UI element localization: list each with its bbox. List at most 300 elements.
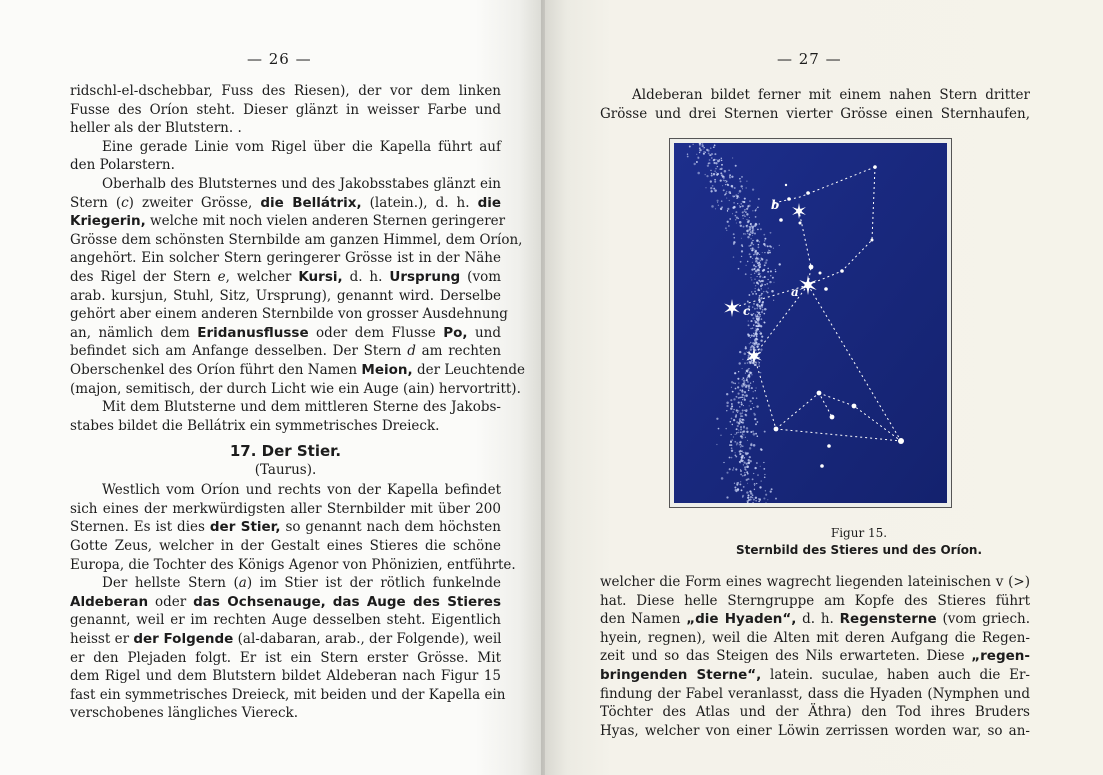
milky-way-dot: [760, 449, 762, 451]
milky-way-dot: [770, 275, 771, 276]
star: [817, 391, 822, 396]
milky-way-dot: [740, 397, 741, 398]
milky-way-dot: [699, 152, 700, 153]
page-number: — 26 —: [247, 50, 312, 68]
milky-way-dot: [742, 246, 744, 248]
bold-term: Ursprung: [389, 268, 461, 285]
bold-term: Po,: [443, 324, 468, 341]
milky-way-dot: [775, 498, 777, 500]
milky-way-dot: [747, 440, 748, 441]
milky-way-dot: [693, 144, 694, 145]
milky-way-dot: [703, 151, 704, 152]
milky-way-dot: [741, 437, 743, 439]
milky-way-dot: [760, 297, 762, 299]
milky-way-dot: [736, 396, 738, 398]
milky-way-dot: [769, 252, 771, 254]
milky-way-dot: [718, 428, 720, 430]
milky-way-dot: [739, 444, 740, 445]
milky-way-dot: [758, 498, 759, 499]
milky-way-dot: [748, 324, 750, 326]
milky-way-dot: [741, 250, 743, 252]
star: [779, 218, 783, 222]
milky-way-dot: [739, 418, 741, 420]
milky-way-dot: [744, 468, 746, 470]
milky-way-dot: [736, 444, 737, 445]
milky-way-dot: [711, 174, 713, 176]
milky-way-dot: [753, 343, 755, 345]
milky-way-dot: [752, 293, 754, 295]
milky-way-dot: [734, 187, 736, 189]
text-line: Gotte Zeus, welcher in der Gestalt eines Stieres die schöne: [70, 538, 501, 555]
text-run: an, nämlich dem: [70, 324, 190, 341]
milky-way-dot: [742, 368, 743, 369]
milky-way-dot: [752, 240, 753, 241]
milky-way-dot: [754, 339, 757, 342]
star-core: [796, 208, 802, 214]
milky-way-dot: [779, 245, 780, 246]
milky-way-dot: [741, 429, 742, 430]
milky-way-dot: [751, 249, 753, 251]
milky-way-dot: [746, 225, 748, 227]
milky-way-dot: [747, 207, 749, 209]
text-run: und: [474, 324, 502, 341]
milky-way-dot: [764, 252, 765, 253]
milky-way-dot: [740, 473, 742, 475]
milky-way-dot: [732, 391, 734, 393]
milky-way-dot: [743, 426, 745, 428]
milky-way-dot: [710, 148, 711, 149]
milky-way-dot: [755, 321, 757, 323]
milky-way-dot: [721, 158, 722, 159]
milky-way-dot: [740, 225, 742, 227]
text-line: [70, 342, 501, 361]
text-run: d. h.: [349, 268, 383, 285]
figure-title: Sternbild des Stieres und des Oríon.: [735, 543, 983, 557]
bold-term: die: [477, 194, 502, 211]
milky-way-dot: [763, 234, 765, 236]
text-line: [70, 268, 501, 287]
milky-way-dot: [743, 486, 745, 488]
milky-way-dot: [725, 180, 726, 181]
milky-way-dot: [753, 303, 755, 305]
milky-way-dot: [770, 270, 772, 272]
milky-way-dot: [764, 313, 766, 315]
milky-way-dot: [723, 178, 724, 179]
milky-way-dot: [752, 210, 753, 211]
milky-way-dot: [724, 176, 725, 177]
milky-way-dot: [734, 196, 735, 197]
milky-way-dot: [759, 223, 760, 224]
milky-way-dot: [765, 490, 766, 491]
milky-way-dot: [740, 459, 742, 461]
milky-way-dot: [745, 187, 746, 188]
milky-way-dot: [762, 277, 764, 279]
text-line: den Polarstern.: [70, 157, 175, 174]
milky-way-dot: [745, 233, 746, 234]
milky-way-dot: [750, 349, 752, 351]
milky-way-dot: [756, 462, 758, 464]
milky-way-dot: [743, 434, 744, 435]
milky-way-dot: [755, 260, 758, 263]
star: [806, 191, 810, 195]
milky-way-dot: [749, 245, 750, 246]
milky-way-dot: [717, 202, 718, 203]
milky-way-dot: [761, 293, 763, 295]
milky-way-dot: [738, 410, 740, 412]
milky-way-dot: [754, 489, 755, 490]
milky-way-dot: [699, 147, 701, 149]
milky-way-dot: [713, 146, 715, 148]
text-line: Grösse und drei Sternen vierter Grösse einen Sternhaufen,: [600, 105, 1030, 122]
milky-way-dot: [729, 457, 731, 459]
milky-way-dot: [743, 464, 744, 465]
milky-way-dot: [759, 301, 761, 303]
milky-way-dot: [753, 334, 755, 336]
milky-way-dot: [739, 190, 742, 193]
text-run: Stern (: [70, 194, 122, 211]
milky-way-dot: [716, 418, 718, 420]
milky-way-dot: [753, 381, 754, 382]
milky-way-dot: [748, 462, 751, 465]
milky-way-dot: [706, 175, 708, 177]
constellation-figure: [669, 138, 952, 508]
milky-way-dot: [754, 279, 755, 280]
milky-way-dot: [724, 194, 725, 195]
milky-way-dot: [741, 238, 742, 239]
milky-way-dot: [740, 415, 742, 417]
milky-way-dot: [751, 268, 753, 270]
milky-way-dot: [748, 386, 749, 387]
milky-way-dot: [749, 405, 750, 406]
milky-way-dot: [741, 176, 743, 178]
star: [774, 427, 779, 432]
milky-way-dot: [737, 378, 739, 380]
milky-way-dot: [714, 189, 717, 192]
milky-way-dot: [736, 432, 737, 433]
star: [827, 444, 831, 448]
text-line: gehört aber einem anderen Sternbilde von grosser Ausdehnung: [70, 306, 508, 323]
milky-way-dot: [733, 233, 735, 235]
milky-way-dot: [768, 250, 769, 251]
milky-way-dot: [729, 200, 730, 201]
milky-way-dot: [725, 428, 726, 429]
bold-term: Eridanusflusse: [197, 324, 309, 341]
milky-way-dot: [728, 191, 731, 194]
milky-way-dot: [750, 408, 752, 410]
text-run: (vom: [467, 268, 501, 285]
milky-way-dot: [757, 289, 759, 291]
right-page: [545, 0, 1103, 775]
milky-way-dot: [729, 218, 731, 220]
milky-way-dot: [746, 491, 748, 493]
star: [824, 287, 828, 291]
milky-way-dot: [705, 152, 706, 153]
milky-way-dot: [737, 412, 738, 413]
milky-way-dot: [745, 453, 748, 456]
text-run: den Namen: [600, 611, 681, 628]
milky-way-dot: [709, 154, 711, 156]
milky-way-dot: [746, 379, 748, 381]
milky-way-dot: [767, 279, 768, 280]
milky-way-dot: [757, 474, 759, 476]
milky-way-dot: [737, 425, 739, 427]
milky-way-dot: [746, 465, 749, 468]
milky-way-dot: [717, 173, 719, 175]
text-run: so genannt nach dem höchsten: [285, 519, 501, 536]
milky-way-dot: [748, 320, 749, 321]
milky-way-dot: [740, 180, 742, 182]
milky-way-dot: [742, 205, 744, 207]
bold-term: „regen-: [971, 648, 1031, 665]
milky-way-dot: [758, 265, 759, 266]
milky-way-dot: [741, 185, 743, 187]
milky-way-dot: [740, 206, 741, 207]
milky-way-dot: [712, 185, 714, 187]
milky-way-dot: [757, 283, 759, 285]
milky-way-dot: [742, 394, 744, 396]
milky-way-dot: [726, 191, 727, 192]
milky-way-dot: [731, 447, 733, 449]
text-line: [600, 573, 1030, 592]
milky-way-dot: [687, 156, 689, 158]
milky-way-dot: [730, 407, 732, 409]
milky-way-dot: [753, 244, 754, 245]
star: [820, 464, 824, 468]
milky-way-dot: [762, 280, 764, 282]
milky-way-dot: [749, 456, 751, 458]
milky-way-dot: [757, 320, 759, 322]
milky-way-dot: [756, 252, 758, 254]
milky-way-dot: [713, 173, 715, 175]
bold-term: Aldeberan: [70, 593, 149, 610]
milky-way-dot: [756, 397, 758, 399]
milky-way-dot: [721, 160, 723, 162]
milky-way-dot: [746, 463, 748, 465]
milky-way-dot: [769, 250, 770, 251]
milky-way-dot: [711, 173, 712, 174]
text-run: welche mit noch vielen anderen Sternen geringerer: [150, 213, 506, 230]
milky-way-dot: [739, 406, 740, 407]
milky-way-dot: [759, 241, 760, 242]
milky-way-dot: [757, 347, 758, 348]
milky-way-dot: [767, 245, 769, 247]
text-run: (latein.), d. h.: [369, 194, 470, 211]
milky-way-dot: [748, 205, 750, 207]
star: [809, 265, 814, 270]
milky-way-dot: [749, 226, 750, 227]
milky-way-dot: [752, 262, 753, 263]
milky-way-dot: [731, 405, 733, 407]
milky-way-dot: [750, 337, 751, 338]
milky-way-dot: [745, 414, 747, 416]
milky-way-dot: [720, 435, 721, 436]
milky-way-dot: [731, 434, 732, 435]
milky-way-dot: [749, 377, 750, 378]
milky-way-dot: [753, 247, 754, 248]
milky-way-dot: [744, 214, 745, 215]
milky-way-dot: [751, 274, 752, 275]
milky-way-dot: [709, 159, 711, 161]
milky-way-dot: [701, 143, 703, 145]
milky-way-dot: [750, 382, 751, 383]
milky-way-dot: [715, 162, 717, 164]
milky-way-dot: [753, 398, 754, 399]
milky-way-dot: [745, 394, 748, 397]
milky-way-dot: [748, 390, 750, 392]
milky-way-dot: [749, 355, 750, 356]
milky-way-dot: [744, 211, 745, 212]
milky-way-dot: [762, 259, 763, 260]
milky-way-dot: [761, 333, 762, 334]
milky-way-dot: [737, 386, 739, 388]
milky-way-dot: [759, 295, 761, 297]
milky-way-dot: [733, 398, 735, 400]
milky-way-dot: [756, 318, 757, 319]
milky-way-dot: [724, 170, 727, 173]
milky-way-dot: [753, 444, 756, 447]
milky-way-dot: [754, 467, 756, 469]
milky-way-dot: [764, 238, 766, 240]
milky-way-dot: [754, 249, 755, 250]
milky-way-dot: [735, 414, 737, 416]
milky-way-dot: [740, 462, 741, 463]
page-number: — 27 —: [777, 50, 842, 68]
milky-way-dot: [699, 145, 701, 147]
milky-way-dot: [760, 260, 762, 262]
milky-way-dot: [753, 313, 754, 314]
milky-way-dot: [733, 436, 734, 437]
section-subheading: (Taurus).: [254, 462, 317, 479]
text-line: [600, 610, 1030, 629]
milky-way-dot: [739, 483, 741, 485]
text-line: angehört. Ein solcher Stern geringerer Grösse ist in der Nähe: [70, 250, 501, 267]
text-line: sich eines der merkwürdigsten aller Sternbilder mit über 200: [70, 500, 501, 517]
milky-way-dot: [725, 227, 727, 229]
milky-way-dot: [733, 409, 734, 410]
text-line: [600, 666, 1030, 685]
milky-way-dot: [754, 273, 755, 274]
milky-way-dot: [758, 364, 759, 365]
bold-term: der Stier,: [209, 519, 281, 536]
milky-way-dot: [755, 285, 756, 286]
milky-way-dot: [731, 450, 733, 452]
milky-way-dot: [757, 229, 759, 231]
milky-way-dot: [746, 385, 747, 386]
milky-way-dot: [759, 325, 761, 327]
milky-way-dot: [720, 172, 722, 174]
milky-way-dot: [751, 374, 752, 375]
milky-way-dot: [755, 288, 756, 289]
milky-way-dot: [765, 494, 767, 496]
milky-way-dot: [739, 420, 741, 422]
milky-way-dot: [745, 373, 746, 374]
milky-way-dot: [756, 483, 757, 484]
milky-way-dot: [742, 446, 743, 447]
text-run: ) im Stier ist der rötlich funkelnde: [246, 575, 501, 592]
milky-way-dot: [758, 365, 760, 367]
milky-way-dot: [736, 491, 738, 493]
milky-way-dot: [755, 390, 756, 391]
milky-way-dot: [748, 294, 750, 296]
milky-way-dot: [767, 271, 769, 273]
milky-way-dot: [755, 364, 757, 366]
milky-way-dot: [727, 184, 729, 186]
milky-way-dot: [741, 389, 743, 391]
text-run: zeit und so das Steigen des Nils erwarteten. Diese: [600, 648, 965, 665]
milky-way-dot: [764, 245, 766, 247]
milky-way-dot: [742, 397, 743, 398]
star: [852, 404, 857, 409]
milky-way-dot: [753, 264, 755, 266]
milky-way-dot: [743, 457, 745, 459]
milky-way-dot: [731, 457, 733, 459]
milky-way-dot: [726, 472, 728, 474]
milky-way-dot: [738, 393, 740, 395]
milky-way-dot: [736, 442, 738, 444]
milky-way-dot: [736, 222, 737, 223]
milky-way-dot: [769, 245, 771, 247]
milky-way-dot: [766, 291, 768, 293]
milky-way-dot: [746, 181, 747, 182]
text-line: [70, 194, 501, 213]
text-line: [70, 212, 506, 231]
milky-way-dot: [714, 179, 716, 181]
star-map-illustration: [674, 143, 947, 503]
star: [799, 222, 802, 225]
milky-way-dot: [739, 351, 741, 353]
milky-way-dot: [765, 261, 768, 264]
milky-way-dot: [760, 340, 762, 342]
milky-way-dot: [743, 382, 745, 384]
text-run: d: [407, 343, 416, 360]
milky-way-dot: [711, 205, 714, 208]
milky-way-dot: [744, 397, 745, 398]
milky-way-dot: [735, 468, 737, 470]
milky-way-dot: [739, 389, 741, 391]
milky-way-dot: [726, 230, 727, 231]
milky-way-dot: [736, 198, 737, 199]
milky-way-dot: [738, 398, 739, 399]
milky-way-dot: [742, 399, 743, 400]
milky-way-dot: [763, 462, 764, 463]
milky-way-dot: [714, 153, 716, 155]
milky-way-dot: [729, 468, 731, 470]
milky-way-dot: [750, 277, 751, 278]
figure-number: Figur 15.: [830, 526, 888, 540]
milky-way-dot: [752, 478, 754, 480]
milky-way-dot: [743, 475, 745, 477]
milky-way-dot: [764, 308, 767, 311]
milky-way-dot: [760, 466, 761, 467]
milky-way-dot: [753, 499, 755, 501]
milky-way-dot: [758, 361, 759, 362]
milky-way-dot: [755, 216, 757, 218]
milky-way-dot: [751, 345, 753, 347]
milky-way-dot: [772, 277, 774, 279]
milky-way-dot: [749, 343, 750, 344]
milky-way-dot: [747, 478, 749, 480]
milky-way-dot: [758, 198, 760, 200]
milky-way-dot: [744, 216, 746, 218]
milky-way-dot: [749, 200, 751, 202]
milky-way-dot: [758, 288, 759, 289]
star-label-c: c: [743, 304, 751, 318]
text-run: c: [121, 194, 129, 211]
milky-way-dot: [735, 219, 736, 220]
milky-way-dot: [732, 440, 733, 441]
milky-way-dot: [758, 244, 760, 246]
text-run: befindet sich am Anfange desselben. Der Stern: [70, 343, 402, 360]
